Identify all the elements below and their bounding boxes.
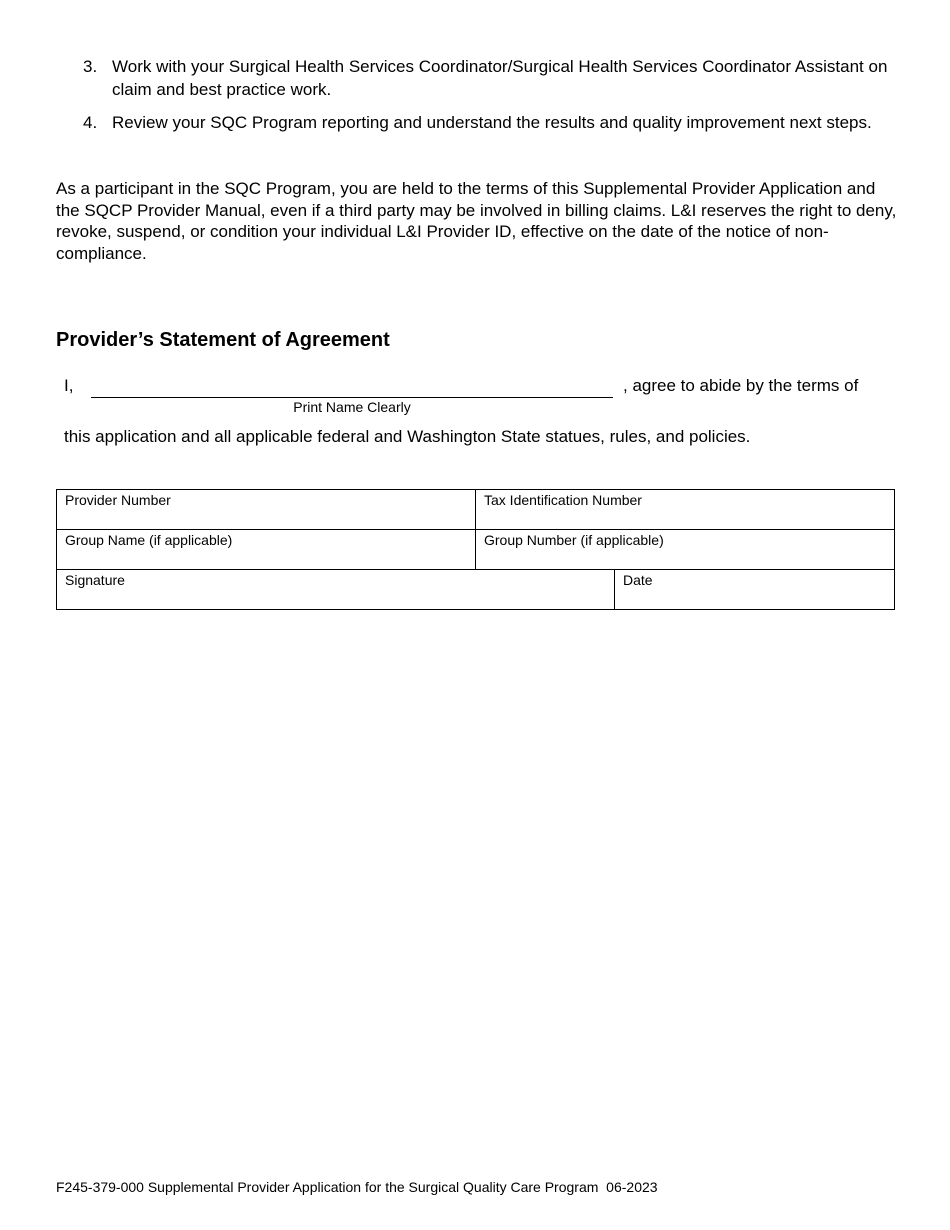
- print-name-hint: Print Name Clearly: [293, 399, 411, 415]
- agreement-heading: Provider’s Statement of Agreement: [56, 329, 390, 351]
- provider-info-table: [56, 489, 895, 610]
- list-item-text: Review your SQC Program reporting and understand the results and quality improvement next steps.: [112, 113, 872, 132]
- table-row: [57, 490, 895, 530]
- table-row: [57, 570, 895, 610]
- list-item-number: 3.: [83, 57, 98, 76]
- group-name-label: Group Name (if applicable): [65, 532, 233, 548]
- signature-label: Signature: [65, 572, 125, 588]
- group-number-label: Group Number (if applicable): [484, 532, 664, 548]
- table-row: [57, 530, 895, 570]
- list-item-text: Work with your Surgical Health Services Coordinator/Surgical Health Services Coordinator Assistant on claim and best practice work.: [112, 57, 888, 99]
- print-name-input[interactable]: [91, 377, 613, 398]
- agreement-prefix: I,: [64, 376, 74, 395]
- list-item-number: 4.: [83, 113, 98, 132]
- date-field[interactable]: [615, 570, 895, 610]
- agreement-continuation: this application and all applicable federal and Washington State statues, rules, and policies.: [64, 427, 751, 446]
- group-number-field[interactable]: [476, 530, 895, 570]
- signature-field[interactable]: [57, 570, 615, 610]
- form-footer: F245-379-000 Supplemental Provider Application for the Surgical Quality Care Program 06-2023: [56, 1179, 658, 1195]
- participant-paragraph: As a participant in the SQC Program, you are held to the terms of this Supplemental Provider Application and the SQCP Provider Manual, even if a third party may be involved in billing claims. L&I reserves the right to deny, revoke, suspend, or condition your individual L&I Provider ID, effective on the date of the notice of non-compliance.: [56, 179, 897, 263]
- tax-id-label: Tax Identification Number: [484, 492, 642, 508]
- provider-number-field[interactable]: [57, 490, 476, 530]
- date-label: Date: [623, 572, 653, 588]
- agreement-suffix: , agree to abide by the terms of: [623, 376, 859, 395]
- group-name-field[interactable]: [57, 530, 476, 570]
- tax-id-field[interactable]: [476, 490, 895, 530]
- provider-number-label: Provider Number: [65, 492, 171, 508]
